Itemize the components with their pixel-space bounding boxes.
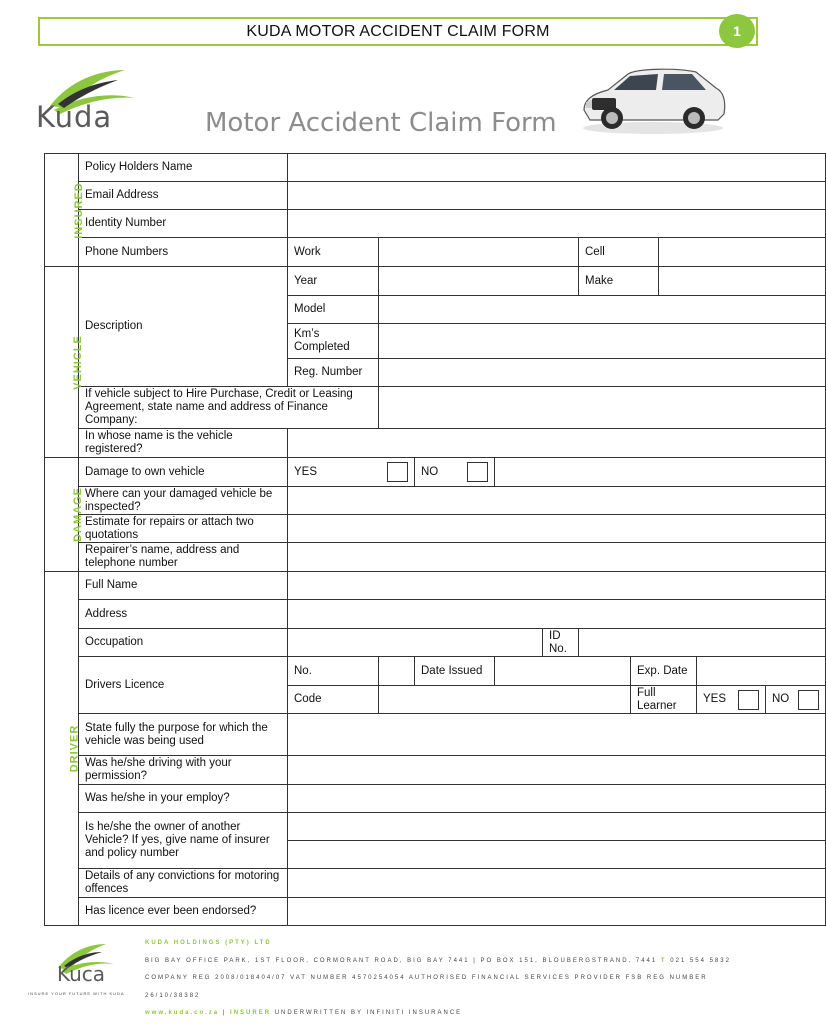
footer-address: BIG BAY OFFICE PARK, 1ST FLOOR, CORMORANT ROAD, BIG BAY 7441 | PO BOX 151, BLOUBERGSTRAND, 7441: [145, 957, 658, 964]
id-no-field[interactable]: [579, 629, 826, 657]
licence-yes-option: [697, 686, 766, 714]
hire-purchase-field[interactable]: [379, 387, 826, 429]
footer-company-name: KUDA HOLDINGS (PTY) LTD: [145, 940, 272, 946]
page-title: Motor Accident Claim Form: [205, 108, 557, 138]
label-licence-no: No.: [288, 657, 379, 686]
footer-insurer-label: INSURER: [230, 1010, 272, 1016]
work-phone-field[interactable]: [379, 238, 579, 267]
damage-no-label: NO: [421, 465, 439, 478]
label-permission: Was he/she driving with your permission?: [79, 756, 288, 785]
label-id-no: ID No.: [543, 629, 579, 657]
label-model: Model: [288, 296, 379, 324]
label-identity-number: Identity Number: [79, 210, 288, 238]
year-field[interactable]: [379, 267, 579, 296]
endorsed-field[interactable]: [288, 898, 826, 926]
make-field[interactable]: [659, 267, 826, 296]
employ-field[interactable]: [288, 785, 826, 813]
footer-phone-prefix: T: [660, 957, 667, 964]
damage-own-vehicle-field[interactable]: [495, 458, 826, 487]
footer-address-line: [145, 953, 760, 971]
footer-web-line: [145, 1005, 760, 1023]
licence-no-checkbox[interactable]: [798, 690, 819, 710]
label-registered-owner: In whose name is the vehicle registered?: [79, 429, 288, 458]
car-image: [578, 62, 728, 136]
address-field[interactable]: [288, 600, 826, 629]
licence-yes-label: YES: [703, 693, 727, 705]
form-header-title: [38, 17, 758, 46]
label-convictions: Details of any convictions for motoring offences: [79, 869, 288, 898]
label-phone-numbers: Phone Numbers: [79, 238, 288, 267]
footer-tagline: INSURE YOUR FUTURE WITH KUDA: [28, 991, 125, 996]
identity-number-field[interactable]: [288, 210, 826, 238]
damage-yes-option: [288, 458, 415, 487]
label-policy-holders-name: Policy Holders Name: [79, 154, 288, 182]
owner-other-field-2[interactable]: [288, 841, 826, 869]
section-damage: DAMAGE: [45, 458, 79, 572]
repairer-field[interactable]: [288, 543, 826, 572]
label-owner-other: Is he/she the owner of another Vehicle? If yes, give name of insurer and policy number: [79, 813, 288, 869]
section-vehicle: VEHICLE: [45, 267, 79, 458]
footer-phone: 021 554 5832: [670, 957, 731, 964]
label-full-learner: Full Learner: [631, 686, 697, 714]
full-name-field[interactable]: [288, 572, 826, 600]
footer-company-details: [145, 935, 760, 1023]
permission-field[interactable]: [288, 756, 826, 785]
convictions-field[interactable]: [288, 869, 826, 898]
cell-phone-field[interactable]: [659, 238, 826, 267]
section-insured: INSURED: [45, 154, 79, 267]
footer-separator: |: [222, 1010, 227, 1016]
label-repairer: Repairer’s name, address and telephone number: [79, 543, 288, 572]
footer-website-link[interactable]: www.kuda.co.za: [145, 1010, 220, 1016]
licence-no-label: NO: [772, 693, 790, 705]
damage-yes-label: YES: [294, 465, 318, 478]
label-inspected-where: Where can your damaged vehicle be inspected?: [79, 487, 288, 515]
label-purpose: State fully the purpose for which the vehicle was being used: [79, 714, 288, 756]
footer-registration-line: COMPANY REG 2008/018404/07 VAT NUMBER 4570254054 AUTHORISED FINANCIAL SERVICES PROVIDER FSB REG NUMBER 26/10/38382: [145, 975, 708, 999]
code-field[interactable]: [379, 686, 631, 714]
damage-no-checkbox[interactable]: [467, 462, 488, 482]
label-full-name: Full Name: [79, 572, 288, 600]
label-exp-date: Exp. Date: [631, 657, 697, 686]
footer-logo-text: Kuca: [57, 962, 106, 986]
header-title-text: KUDA MOTOR ACCIDENT CLAIM FORM: [246, 22, 550, 40]
label-kms-completed: Km’s Completed: [288, 324, 379, 359]
licence-no-field[interactable]: [379, 657, 415, 686]
policy-holders-name-field[interactable]: [288, 154, 826, 182]
label-year: Year: [288, 267, 379, 296]
reg-number-field[interactable]: [379, 359, 826, 387]
kms-completed-field[interactable]: [379, 324, 826, 359]
kuda-logo-text: Kuda: [36, 100, 113, 134]
purpose-field[interactable]: [288, 714, 826, 756]
label-address: Address: [79, 600, 288, 629]
email-address-field[interactable]: [288, 182, 826, 210]
label-work: Work: [288, 238, 379, 267]
date-issued-field[interactable]: [495, 657, 631, 686]
licence-yes-checkbox[interactable]: [738, 690, 759, 710]
label-damage-own-vehicle: Damage to own vehicle: [79, 458, 288, 487]
label-endorsed: Has licence ever been endorsed?: [79, 898, 288, 926]
model-field[interactable]: [379, 296, 826, 324]
licence-no-option: [766, 686, 826, 714]
damage-yes-checkbox[interactable]: [387, 462, 408, 482]
label-employ: Was he/she in your employ?: [79, 785, 288, 813]
label-drivers-licence: Drivers Licence: [79, 657, 288, 714]
registered-owner-field[interactable]: [288, 429, 826, 458]
label-email-address: Email Address: [79, 182, 288, 210]
inspected-where-field[interactable]: [288, 487, 826, 515]
claim-form-table: [44, 153, 826, 926]
occupation-field[interactable]: [288, 629, 543, 657]
damage-no-option: [415, 458, 495, 487]
label-hire-purchase: If vehicle subject to Hire Purchase, Credit or Leasing Agreement, state name and address of Finance Company:: [79, 387, 379, 429]
footer-underwritten: UNDERWRITTEN BY INFINITI INSURANCE: [274, 1010, 463, 1016]
label-occupation: Occupation: [79, 629, 288, 657]
label-description: Description: [79, 267, 288, 387]
label-cell: Cell: [579, 238, 659, 267]
label-make: Make: [579, 267, 659, 296]
estimate-field[interactable]: [288, 515, 826, 543]
label-reg-number: Reg. Number: [288, 359, 379, 387]
label-estimate: Estimate for repairs or attach two quotations: [79, 515, 288, 543]
exp-date-field[interactable]: [697, 657, 826, 686]
label-code: Code: [288, 686, 379, 714]
page-number-badge: 1: [719, 14, 755, 48]
owner-other-field-1[interactable]: [288, 813, 826, 841]
label-date-issued: Date Issued: [415, 657, 495, 686]
section-driver: DRIVER: [45, 572, 79, 926]
